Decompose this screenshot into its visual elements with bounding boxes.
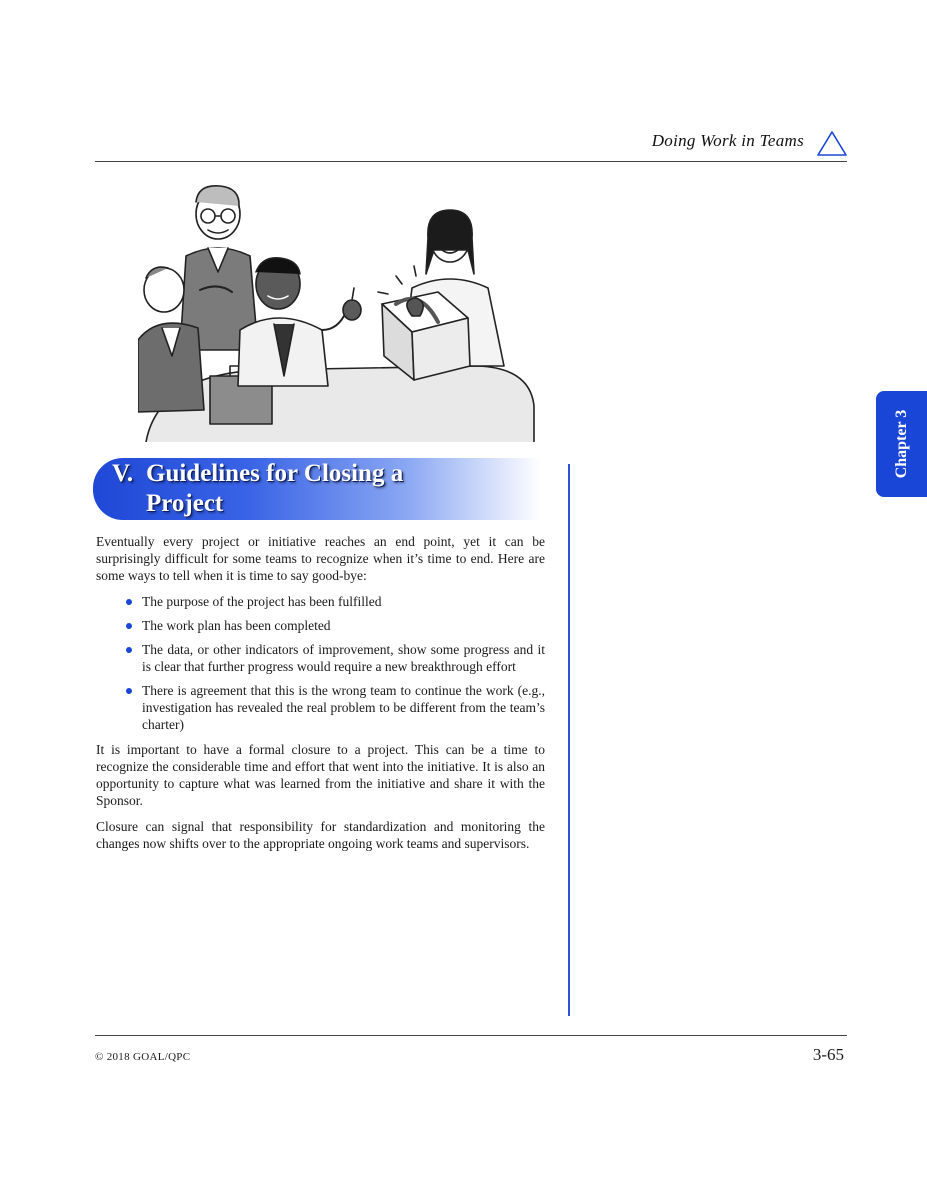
list-item — [142, 593, 545, 610]
list-item — [142, 617, 545, 634]
header-rule — [95, 161, 847, 162]
section-number: V. — [112, 460, 134, 487]
list-item — [142, 641, 545, 675]
handoff-paragraph: Closure can signal that responsibility for standardization and monitoring the changes now shifts over to the appropriate ongoing work teams and supervisors. — [96, 819, 545, 851]
list-item — [142, 682, 545, 733]
closure-paragraph: It is important to have a formal closure to a project. This can be a time to recognize the considerable time and effort that went into the initiative. It is also an opportunity to capture what was learned from the initiative and share it with the Sponsor. — [96, 742, 545, 808]
section-title-line2: Project — [146, 490, 224, 517]
column-divider — [568, 464, 570, 1016]
list-item-text: The work plan has been completed — [142, 618, 331, 633]
intro-paragraph: Eventually every project or initiative reaches an end point, yet it can be surprisingly difficult for some teams to recognize when it’s time to end. Here are some ways to tell when it is time to say good-bye: — [96, 534, 545, 583]
running-head-title: Doing Work in Teams — [651, 131, 804, 150]
bullet-icon — [126, 599, 132, 605]
page-number: 3-65 — [812, 1045, 844, 1064]
body-text — [96, 533, 545, 861]
triangle-outline-icon — [816, 130, 848, 158]
footer-rule — [95, 1035, 847, 1036]
list-item-text: There is agreement that this is the wrong team to continue the work (e.g., investigation has revealed the real problem to be different from the team’s charter) — [142, 683, 545, 732]
list-item-text: The data, or other indicators of improvement, show some progress and it is clear that further progress would require a new breakthrough effort — [142, 642, 545, 674]
chapter-tab — [876, 391, 927, 497]
copyright: © 2018 GOAL/QPC — [95, 1051, 191, 1063]
section-title-line1: Guidelines for Closing a — [146, 460, 404, 487]
list-item-text: The purpose of the project has been fulfilled — [142, 594, 382, 609]
bullet-icon — [126, 623, 132, 629]
bullet-icon — [126, 688, 132, 694]
chapter-tab-label: Chapter 3 — [892, 409, 910, 479]
section-title — [112, 459, 532, 519]
closing-criteria-list — [96, 593, 545, 733]
bullet-icon — [126, 647, 132, 653]
team-celebration-illustration — [138, 180, 540, 442]
